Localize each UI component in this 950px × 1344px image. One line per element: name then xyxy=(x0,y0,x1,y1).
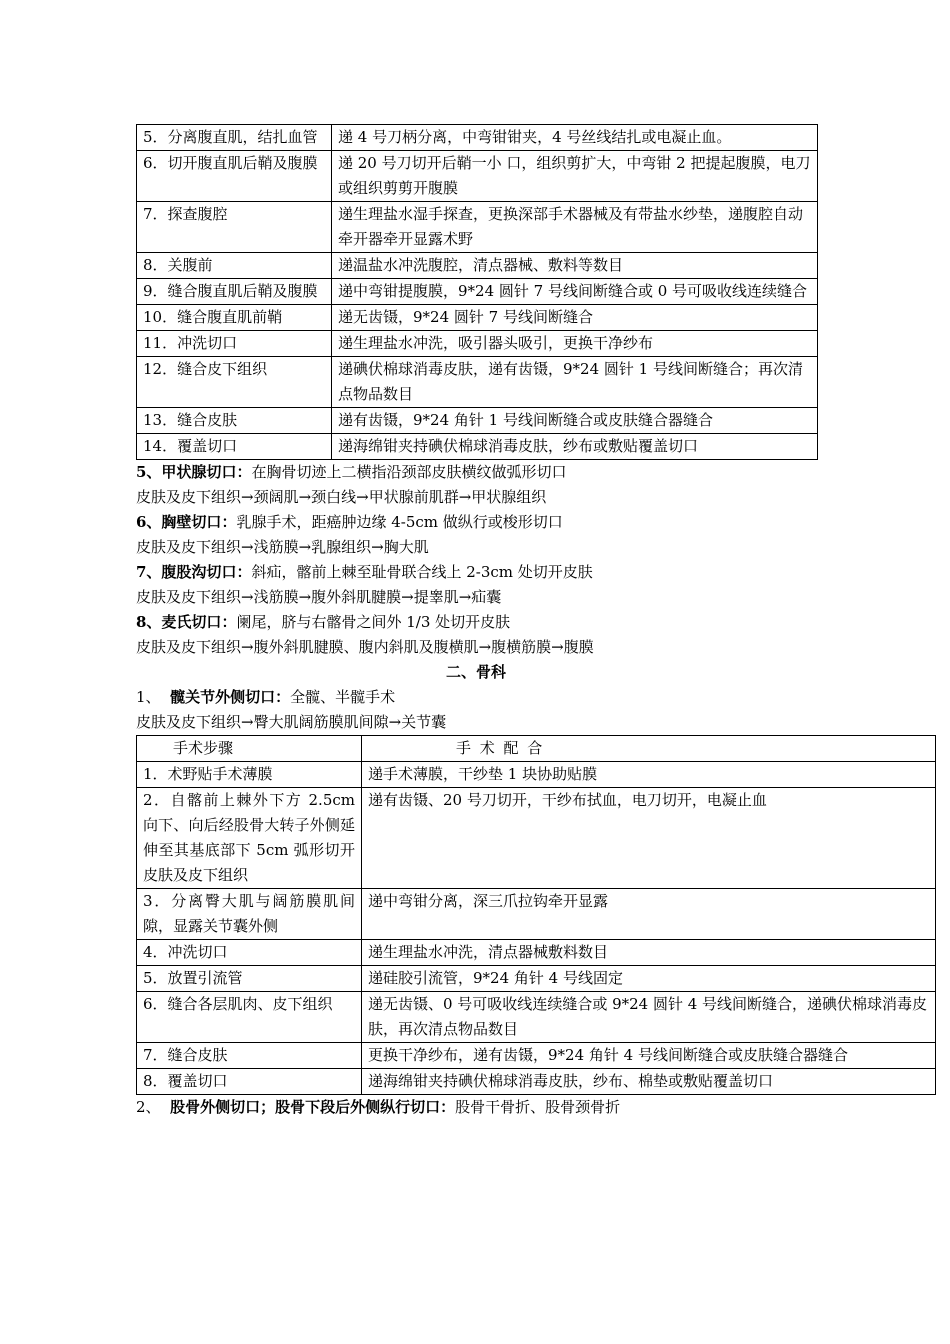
table-row xyxy=(137,1069,936,1095)
action-cell: 更换干净纱布，递有齿镊，9*24 角针 4 号线间断缝合或皮肤缝合器缝合 xyxy=(362,1043,936,1069)
inguinal-incision-line xyxy=(136,560,816,585)
action-cell: 递 20 号刀切开后鞘一小 口，组织剪扩大，中弯钳 2 把提起腹膜，电刀或组织剪剪开腹膜 xyxy=(332,151,818,202)
step-cell: 11．冲洗切口 xyxy=(137,331,332,357)
step-cell: 7．缝合皮肤 xyxy=(137,1043,362,1069)
action-cell: 递中弯钳分离，深三爪拉钩牵开显露 xyxy=(362,889,936,940)
mcburney-layers: 皮肤及皮下组织→腹外斜肌腱膜、腹内斜肌及腹横肌→腹横筋膜→腹膜 xyxy=(136,638,594,656)
action-cell: 递 4 号刀柄分离，中弯钳钳夹，4 号丝线结扎或电凝止血。 xyxy=(332,125,818,151)
action-cell: 递温盐水冲洗腹腔，清点器械、敷料等数目 xyxy=(332,253,818,279)
table-row xyxy=(137,966,936,992)
hip-incision-desc: 全髋、半髋手术 xyxy=(290,688,396,706)
chest-layers: 皮肤及皮下组织→浅筋膜→乳腺组织→胸大肌 xyxy=(136,538,429,556)
action-cell: 递有齿镊、20 号刀切开，干纱布拭血，电刀切开，电凝止血 xyxy=(362,788,936,889)
table-row xyxy=(137,762,936,788)
table-row xyxy=(137,305,818,331)
header-action: 手 术 配 合 xyxy=(362,736,936,762)
table-row xyxy=(137,357,818,408)
step-cell: 5．分离腹直肌，结扎血管 xyxy=(137,125,332,151)
femur-incision-number: 2、 xyxy=(136,1098,161,1116)
chest-incision-desc: 乳腺手术，距癌肿边缘 4-5cm 做纵行或梭形切口 xyxy=(236,513,563,531)
step-cell: 8．覆盖切口 xyxy=(137,1069,362,1095)
table-row xyxy=(137,202,818,253)
orthopedics-heading: 二、骨科 xyxy=(445,663,506,681)
document-page xyxy=(136,124,928,1120)
hip-layers: 皮肤及皮下组织→臀大肌阔筋膜肌间隙→关节囊 xyxy=(136,713,447,731)
mcburney-incision-line xyxy=(136,610,816,635)
action-cell: 递海绵钳夹持碘伏棉球消毒皮肤，纱布、棉垫或敷贴覆盖切口 xyxy=(362,1069,936,1095)
inguinal-incision-desc: 斜疝，髂前上棘至耻骨联合线上 2-3cm 处切开皮肤 xyxy=(251,563,593,581)
table-row xyxy=(137,434,818,460)
table-row xyxy=(137,151,818,202)
abdominal-steps-table xyxy=(136,124,818,460)
action-cell: 递生理盐水冲洗，吸引器头吸引，更换干净纱布 xyxy=(332,331,818,357)
hip-steps-table xyxy=(136,735,936,1095)
action-cell: 递有齿镊，9*24 角针 1 号线间断缝合或皮肤缝合器缝合 xyxy=(332,408,818,434)
mcburney-incision-title: 8、麦氏切口： xyxy=(136,613,237,631)
femur-incision-line xyxy=(136,1095,816,1120)
step-cell: 3．分离臀大肌与阔筋膜肌间隙，显露关节囊外侧 xyxy=(137,889,362,940)
action-cell: 递中弯钳提腹膜，9*24 圆针 7 号线间断缝合或 0 号可吸收线连续缝合 xyxy=(332,279,818,305)
action-cell: 递生理盐水湿手探查，更换深部手术器械及有带盐水纱垫，递腹腔自动牵开器牵开显露术野 xyxy=(332,202,818,253)
action-cell: 递硅胶引流管，9*24 角针 4 号线固定 xyxy=(362,966,936,992)
step-cell: 14．覆盖切口 xyxy=(137,434,332,460)
table-row xyxy=(137,992,936,1043)
mcburney-incision-desc: 阑尾，脐与右髂骨之间外 1/3 处切开皮肤 xyxy=(236,613,511,631)
action-cell: 递生理盐水冲洗，清点器械敷料数目 xyxy=(362,940,936,966)
step-cell: 10．缝合腹直肌前鞘 xyxy=(137,305,332,331)
step-cell: 13．缝合皮肤 xyxy=(137,408,332,434)
table-row xyxy=(137,408,818,434)
inguinal-layers: 皮肤及皮下组织→浅筋膜→腹外斜肌腱膜→提睾肌→疝囊 xyxy=(136,588,502,606)
thyroid-incision-desc: 在胸骨切迹上二横指沿颈部皮肤横纹做弧形切口 xyxy=(251,463,567,481)
step-cell: 2．自髂前上棘外下方 2.5cm 向下、向后经股骨大转子外侧延伸至其基底部下 5cm 弧形切开皮肤及皮下组织 xyxy=(137,788,362,889)
step-cell: 4．冲洗切口 xyxy=(137,940,362,966)
action-cell: 递无齿镊、0 号可吸收线连续缝合或 9*24 圆针 4 号线间断缝合，递碘伏棉球消毒皮肤，再次清点物品数目 xyxy=(362,992,936,1043)
action-cell: 递碘伏棉球消毒皮肤，递有齿镊，9*24 圆针 1 号线间断缝合；再次清点物品数目 xyxy=(332,357,818,408)
header-step: 手术步骤 xyxy=(137,736,362,762)
femur-incision-desc: 股骨干骨折、股骨颈骨折 xyxy=(455,1098,621,1116)
table-row xyxy=(137,253,818,279)
table-row xyxy=(137,125,818,151)
inguinal-incision-title: 7、腹股沟切口： xyxy=(136,563,252,581)
thyroid-incision-title: 5、甲状腺切口： xyxy=(136,463,252,481)
step-cell: 6．缝合各层肌肉、皮下组织 xyxy=(137,992,362,1043)
action-cell: 递无齿镊，9*24 圆针 7 号线间断缝合 xyxy=(332,305,818,331)
table-header-row xyxy=(137,736,936,762)
hip-incision-number: 1、 xyxy=(136,688,161,706)
step-cell: 7．探查腹腔 xyxy=(137,202,332,253)
hip-incision-title: 髋关节外侧切口： xyxy=(170,688,291,706)
step-cell: 8．关腹前 xyxy=(137,253,332,279)
thyroid-layers: 皮肤及皮下组织→颈阔肌→颈白线→甲状腺前肌群→甲状腺组织 xyxy=(136,488,547,506)
table-row xyxy=(137,279,818,305)
hip-incision-line xyxy=(136,685,816,710)
action-cell: 递手术薄膜，干纱垫 1 块协助贴膜 xyxy=(362,762,936,788)
table-row xyxy=(137,940,936,966)
chest-incision-title: 6、胸壁切口： xyxy=(136,513,237,531)
chest-incision-line xyxy=(136,510,816,535)
step-cell: 6．切开腹直肌后鞘及腹膜 xyxy=(137,151,332,202)
table-row xyxy=(137,889,936,940)
step-cell: 12．缝合皮下组织 xyxy=(137,357,332,408)
table-row xyxy=(137,1043,936,1069)
step-cell: 5．放置引流管 xyxy=(137,966,362,992)
table-row xyxy=(137,788,936,889)
step-cell: 1．术野贴手术薄膜 xyxy=(137,762,362,788)
femur-incision-title: 股骨外侧切口；股骨下段后外侧纵行切口： xyxy=(170,1098,456,1116)
table-row xyxy=(137,331,818,357)
step-cell: 9．缝合腹直肌后鞘及腹膜 xyxy=(137,279,332,305)
action-cell: 递海绵钳夹持碘伏棉球消毒皮肤，纱布或敷贴覆盖切口 xyxy=(332,434,818,460)
thyroid-incision-line xyxy=(136,460,816,485)
